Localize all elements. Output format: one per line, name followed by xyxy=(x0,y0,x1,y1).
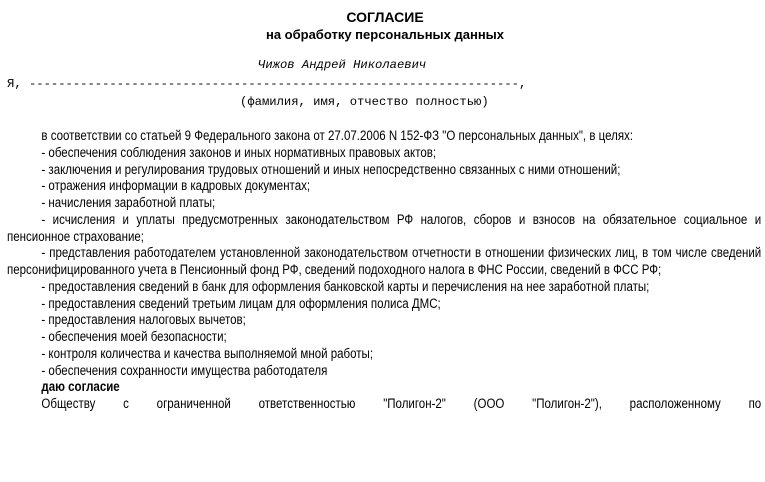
purpose-item: - отражения информации в кадровых документах; xyxy=(41,178,311,194)
purpose-item: - начисления заработной платы; xyxy=(41,195,216,210)
purpose-item: - обеспечения соблюдения законов и иных нормативных правовых актов; xyxy=(41,144,437,160)
paragraph-recipient: Обществу с ограниченной ответственностью "Полигон-2" (ООО "Полигон-2"), расположенному по xyxy=(41,396,762,411)
name-line: Я, -------------------------------------------------------------------, xyxy=(7,77,527,91)
document-body xyxy=(7,128,761,413)
name-hint: (фамилия, имя, отчество полностью) xyxy=(240,95,489,109)
purpose-item: - обеспечения моей безопасности; xyxy=(41,329,227,344)
body-text xyxy=(7,128,761,413)
person-name: Чижов Андрей Николаевич xyxy=(258,58,427,72)
purpose-item: - обеспечения сохранности имущества работодателя xyxy=(41,362,328,378)
purpose-item: - предоставления сведений в банк для оформления банковской карты и перечисления на нее заработной платы; xyxy=(41,278,650,294)
consent-label: даю согласие xyxy=(41,379,120,395)
document-subtitle: на обработку персональных данных xyxy=(265,27,505,42)
purpose-item: - предоставления сведений третьим лицам для оформления полиса ДМС; xyxy=(41,295,441,311)
purpose-item: - исчисления и уплаты предусмотренных законодательством РФ налогов, сборов и взносов на обязательное социальное и пенсионное страхование; xyxy=(7,211,762,244)
purpose-item: - заключения и регулирования трудовых отношений и иных непосредственно связанных с ними отношений; xyxy=(41,161,621,177)
purpose-item: - предоставления налоговых вычетов; xyxy=(41,312,246,328)
purpose-item: - представления работодателем установленной законодательством отчетности в отношении физических лиц, в том числе сведений персонифицированного учета в Пенсионный фонд РФ, сведений подоходного налога в ФНС России, сведений в ФСС РФ; xyxy=(7,245,762,277)
purpose-item: - контроля количества и качества выполняемой мной работы; xyxy=(41,345,374,361)
paragraph-intro: в соответствии со статьей 9 Федерального закона от 27.07.2006 N 152-ФЗ "О персональных данных", в целях: xyxy=(41,128,634,143)
document-title: СОГЛАСИЕ xyxy=(346,9,424,25)
